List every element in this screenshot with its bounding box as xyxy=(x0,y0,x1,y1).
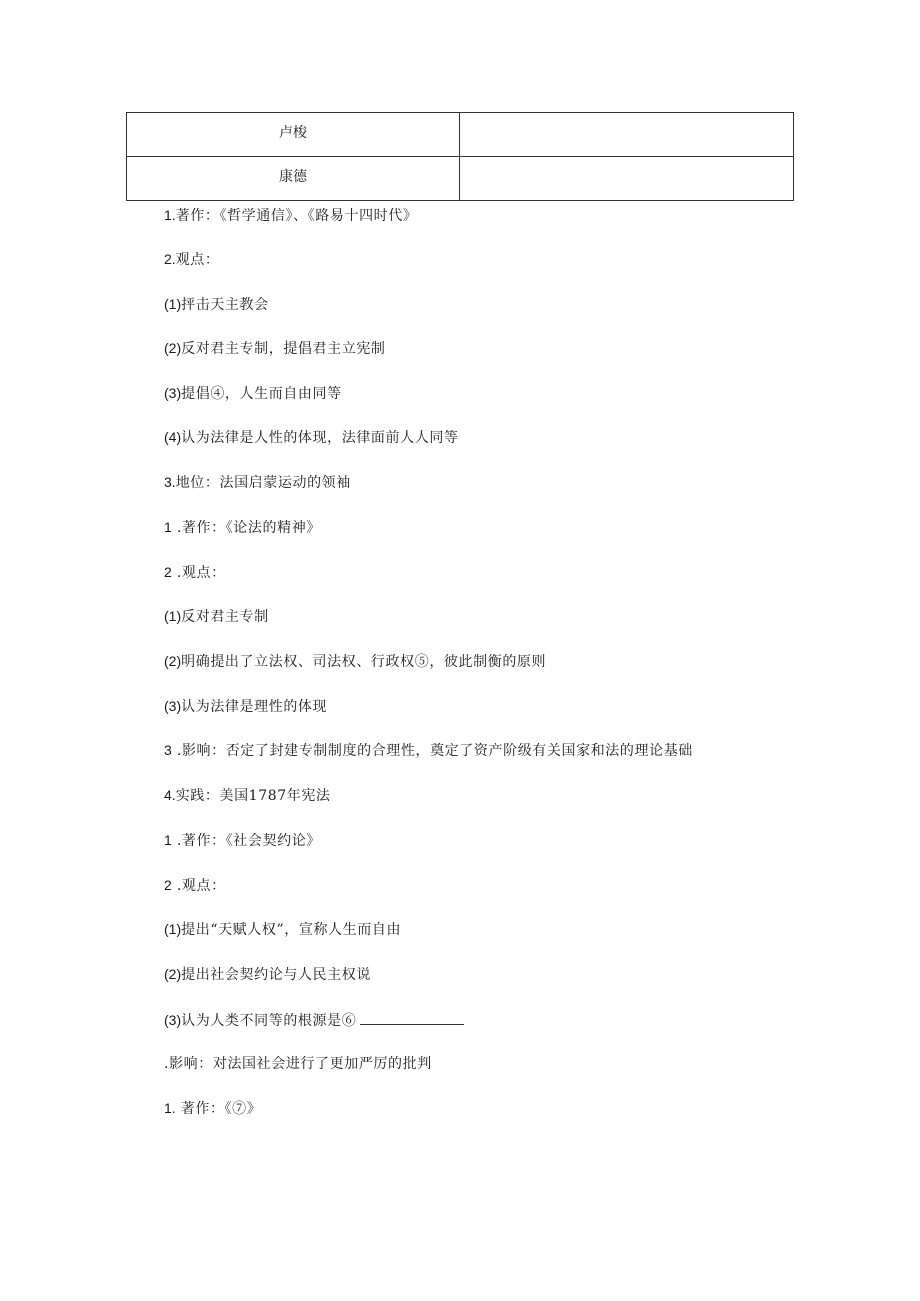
text-line: (2)提出社会契约论与人民主权说 xyxy=(164,966,371,983)
text-line: (2)明确提出了立法权、司法权、行政权⑤，彼此制衡的原则 xyxy=(164,653,547,670)
text-line: (4)认为法律是人性的体现，法律面前人人同等 xyxy=(164,429,459,446)
text-line: (3)认为人类不同等的根源是⑥ xyxy=(164,1010,464,1030)
text-line: (1)抨击天主教会 xyxy=(164,296,269,313)
text-line: 1 .著作：《社会契约论》 xyxy=(164,832,321,849)
text-line: 2 .观点： xyxy=(164,564,226,581)
table-row xyxy=(127,113,794,157)
text-line: (3)提倡④，人生而自由同等 xyxy=(164,385,342,402)
text-line: 2.观点： xyxy=(164,251,220,268)
text-line: 2 .观点： xyxy=(164,877,226,894)
text-line: 4.实践：美国1787年宪法 xyxy=(164,787,331,804)
text-line: 3 .影响：否定了封建专制制度的合理性，奠定了资产阶级有关国家和法的理论基础 xyxy=(164,742,693,759)
table-cell-content xyxy=(460,157,794,201)
philosopher-table xyxy=(126,112,794,201)
answer-blank xyxy=(360,1010,464,1025)
text-line: (1)提出“天赋人权”，宣称人生而自由 xyxy=(164,921,402,938)
text-line: 1. 著作：《⑦》 xyxy=(164,1100,262,1117)
table-cell-name: 康德 xyxy=(127,157,460,201)
text-line: (2)反对君主专制，提倡君主立宪制 xyxy=(164,340,386,357)
table-cell-name: 卢梭 xyxy=(127,113,460,157)
table-cell-content xyxy=(460,113,794,157)
text-line: (3)认为法律是理性的体现 xyxy=(164,698,328,715)
table-row xyxy=(127,157,794,201)
text-line: .影响：对法国社会进行了更加严厉的批判 xyxy=(164,1056,432,1072)
text-line: 1 .著作：《论法的精神》 xyxy=(164,519,321,536)
text-line: 1.著作：《哲学通信》、《路易十四时代》 xyxy=(164,207,418,224)
text-line: 3.地位：法国启蒙运动的领袖 xyxy=(164,474,351,491)
text-line: (1)反对君主专制 xyxy=(164,608,269,625)
